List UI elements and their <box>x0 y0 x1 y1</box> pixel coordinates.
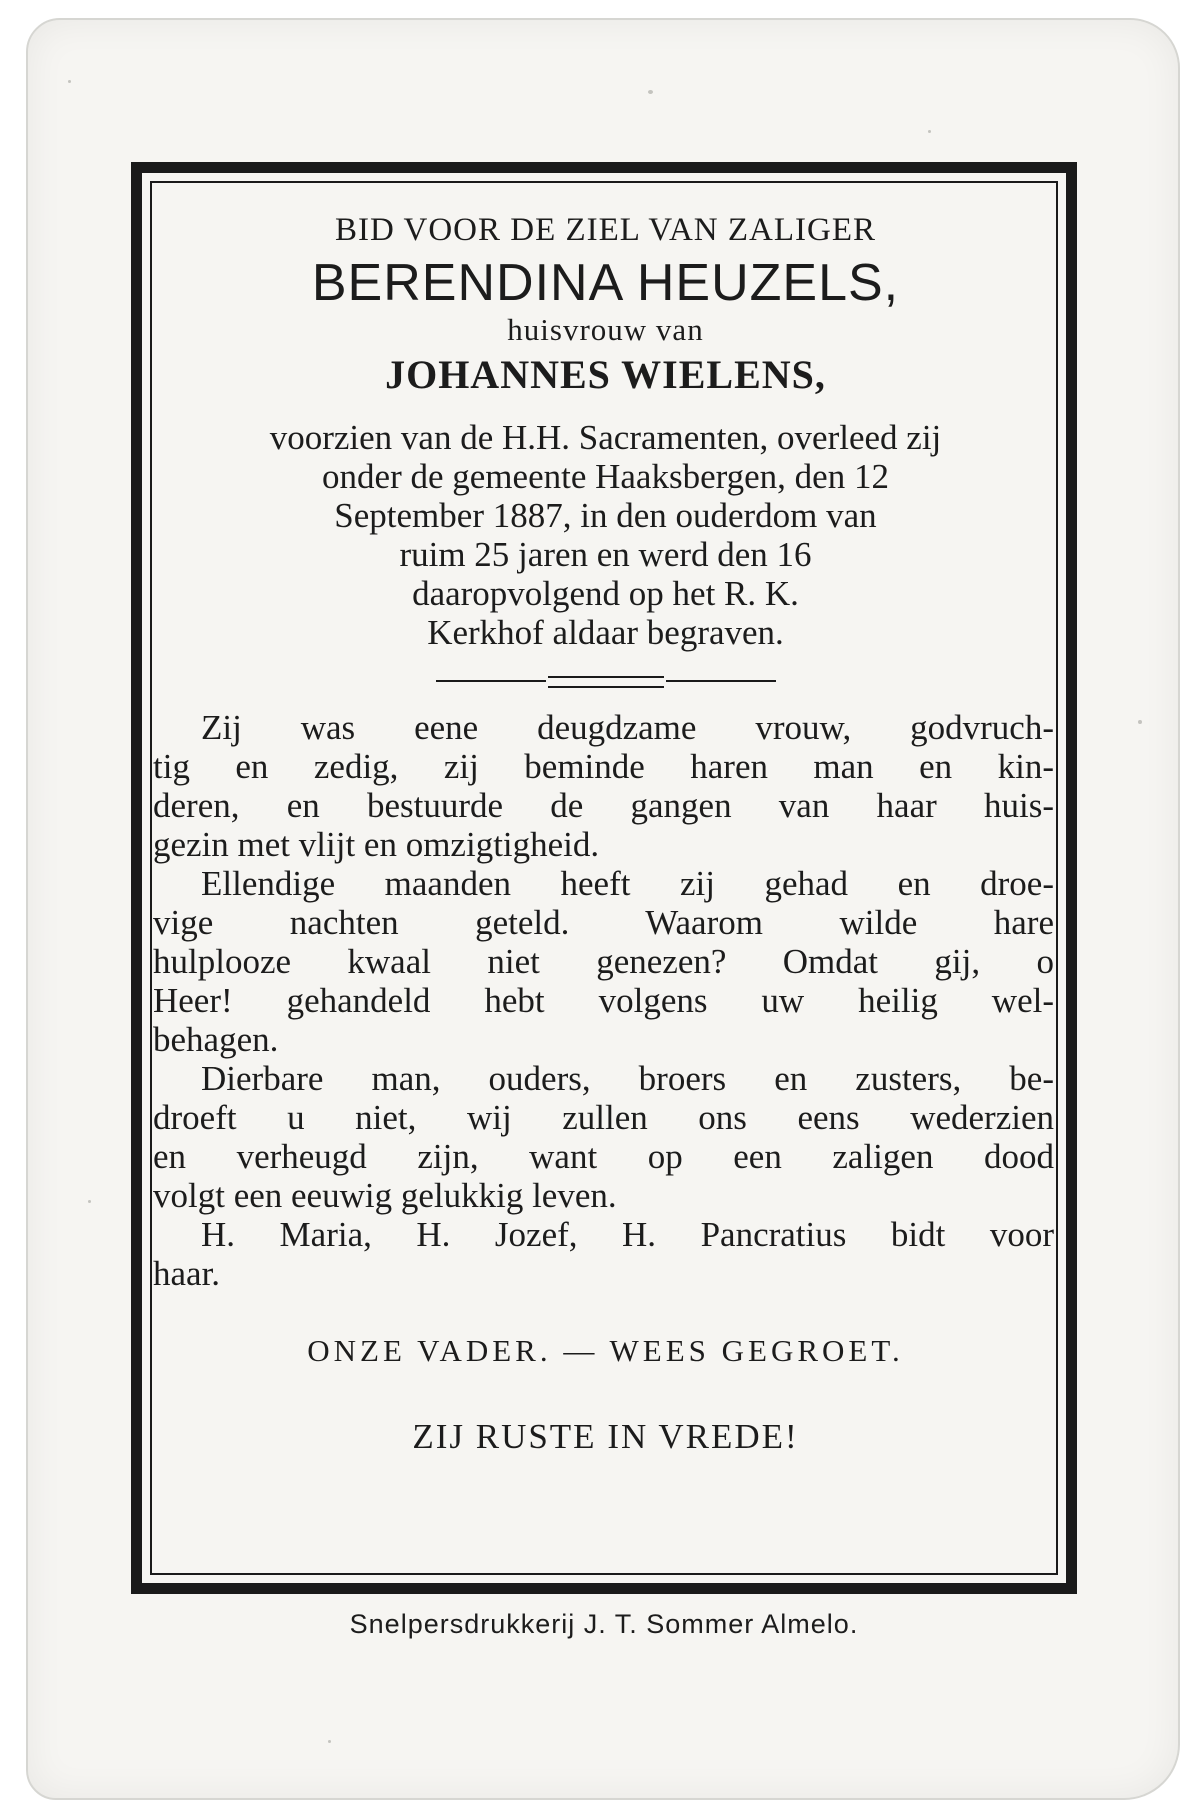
prayer-heading: BID VOOR DE ZIEL VAN ZALIGER <box>335 212 876 248</box>
notice-line: onder de gemeente Haaksbergen, den 12 <box>322 457 889 496</box>
card-text <box>153 196 1058 1576</box>
notice-line: ruim 25 jaren en werd den 16 <box>399 535 812 574</box>
divider-dash <box>666 680 776 682</box>
deceased-name: BERENDINA HEUZELS, <box>311 254 900 312</box>
paragraph-line: Zij was eene deugdzame vrouw, godvruch- <box>201 708 1054 747</box>
paragraph-line: droeft u niet, wij zullen ons eens wederzien <box>153 1098 1054 1137</box>
paragraph-line: en verheugd zijn, want op een zaligen dood <box>153 1137 1054 1176</box>
paragraph-line: Dierbare man, ouders, broers en zusters, be- <box>201 1059 1054 1098</box>
tribute-paragraph <box>153 708 1058 864</box>
paragraph-line: Ellendige maanden heeft zij gehad en droe- <box>201 864 1054 903</box>
paper-speck <box>648 90 653 94</box>
paragraph-line: deren, en bestuurde de gangen van haar huis- <box>153 786 1054 825</box>
paragraph-line: volgt een eeuwig gelukkig leven. <box>153 1176 617 1215</box>
spouse-name: JOHANNES WIELENS, <box>385 352 826 397</box>
notice-line: daaropvolgend op het R. K. <box>412 574 799 613</box>
prayer-names: ONZE VADER. — WEES GEGROET. <box>307 1333 904 1368</box>
rest-in-peace: ZIJ RUSTE IN VREDE! <box>412 1417 799 1456</box>
relation-label: huisvrouw van <box>507 312 704 347</box>
notice-line: voorzien van de H.H. Sacramenten, overleed zij <box>269 418 942 457</box>
paragraph-line: hulplooze kwaal niet genezen? Omdat gij, o <box>153 942 1054 981</box>
notice-line: Kerkhof aldaar begraven. <box>427 613 784 652</box>
printer-imprint: Snelpersdrukkerij J. T. Sommer Almelo. <box>349 1609 859 1639</box>
paper-speck <box>88 1200 91 1203</box>
paragraph-line: H. Maria, H. Jozef, H. Pancratius bidt voor <box>201 1215 1054 1254</box>
paragraph-line: vige nachten geteld. Waarom wilde hare <box>153 903 1054 942</box>
notice-line: September 1887, in den ouderdom van <box>334 496 877 535</box>
paragraph-line: haar. <box>153 1254 221 1293</box>
ornamental-divider <box>436 674 776 688</box>
illness-paragraph <box>153 864 1058 1059</box>
paper-speck <box>928 130 931 133</box>
paragraph-line: tig en zedig, zij beminde haren man en kin- <box>153 747 1054 786</box>
paragraph-line: gezin met vlijt en omzigtigheid. <box>153 825 600 864</box>
death-notice <box>153 418 1058 652</box>
invocation-paragraph <box>153 1215 1058 1293</box>
paper-speck <box>1138 720 1142 724</box>
paragraph-line: Heer! gehandeld hebt volgens uw heilig wel- <box>153 981 1054 1020</box>
paragraph-line: behagen. <box>153 1020 279 1059</box>
divider-dash <box>436 680 546 682</box>
paper-speck <box>68 80 71 83</box>
family-paragraph <box>153 1059 1058 1215</box>
paper-speck <box>328 1740 331 1743</box>
divider-double-rule <box>548 676 664 688</box>
